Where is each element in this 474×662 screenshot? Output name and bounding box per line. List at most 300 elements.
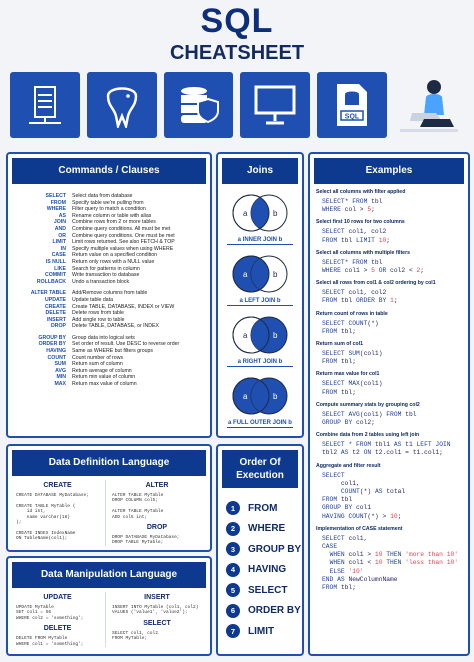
command-description: Delete rows from table	[72, 310, 124, 317]
dml-header: Data Manipulation Language	[12, 562, 206, 588]
command-description: Return only rows with a NULL value	[72, 258, 155, 265]
dml-select-title: SELECT	[143, 619, 171, 627]
command-description: Delete TABLE, DATABASE, or INDEX	[72, 323, 159, 330]
example-description: Select first 10 rows for two columns	[316, 219, 405, 226]
code-token: tbl;	[337, 584, 357, 592]
code-token: ;	[371, 206, 375, 214]
command-description: Select data from database	[72, 193, 133, 199]
code-token: ;	[393, 297, 398, 305]
command-row	[8, 233, 210, 240]
join-label: a FULL OUTER JOIN b	[228, 420, 292, 426]
page-subtitle: CHEATSHEET	[169, 42, 305, 64]
step-label: HAVING	[248, 564, 287, 576]
command-keyword: AVG	[55, 367, 66, 374]
code-token	[322, 559, 330, 566]
command-row	[8, 193, 210, 200]
code-line	[322, 297, 462, 305]
code-token: col1,	[344, 534, 368, 542]
code-token: tbl1	[371, 441, 394, 449]
code-token: (col1)	[359, 410, 387, 418]
code-token: SELECT	[322, 534, 345, 542]
code-line	[322, 206, 462, 214]
ddl-panel	[6, 444, 212, 552]
code-line	[322, 576, 462, 584]
code-token: SELECT	[322, 228, 345, 236]
code-line	[322, 504, 462, 512]
example-code	[316, 441, 462, 457]
command-description: Combine rows from 2 or more tables	[72, 219, 156, 226]
page-title: SQL	[200, 2, 274, 40]
dml-insert-title: INSERT	[144, 594, 170, 601]
code-token: GROUP BY	[322, 419, 353, 427]
join-label: a RIGHT JOIN b	[227, 359, 293, 367]
command-keyword: HAVING	[46, 348, 66, 355]
code-token: (col1)	[359, 350, 383, 358]
command-row	[8, 266, 210, 273]
code-token: FROM	[352, 258, 368, 266]
code-token: ;	[397, 512, 402, 520]
code-token: tbl2	[322, 449, 341, 457]
svg-text:b: b	[273, 209, 278, 218]
code-token	[322, 488, 341, 495]
command-keyword: AND	[54, 225, 66, 232]
code-token: FROM	[356, 441, 372, 449]
step-number: 7	[226, 624, 240, 638]
command-row	[8, 355, 210, 362]
code-token: ORDER BY	[356, 297, 387, 305]
code-token: total	[382, 488, 406, 496]
code-token: tbl	[367, 258, 383, 266]
command-description: Undo a transaction block	[72, 278, 130, 285]
code-token: SUM	[348, 350, 360, 358]
execution-step	[218, 498, 302, 519]
code-token: col2;	[352, 419, 375, 427]
example-description: Combine data from 2 tables using left join	[316, 432, 420, 439]
code-line	[322, 237, 462, 245]
command-row	[8, 226, 210, 233]
command-row	[8, 297, 210, 304]
command-keyword: AS	[58, 212, 66, 219]
example-code	[316, 228, 462, 244]
code-token: SELECT	[322, 441, 345, 449]
code-line	[322, 496, 462, 504]
code-line	[322, 267, 462, 275]
join-label: a INNER JOIN b	[227, 237, 293, 245]
command-keyword: FROM	[50, 199, 66, 206]
server-icon	[10, 72, 80, 138]
step-label: SELECT	[248, 584, 288, 596]
code-token: WHEN	[329, 559, 345, 567]
command-row	[8, 246, 210, 253]
dml-panel	[6, 556, 212, 656]
code-token	[322, 568, 330, 575]
code-token: col1, col2	[344, 289, 387, 297]
step-number: 4	[226, 563, 240, 577]
code-token: 10	[378, 236, 387, 244]
join-venn-icon	[225, 191, 295, 235]
code-line	[322, 513, 462, 521]
command-keyword: UPDATE	[45, 296, 66, 303]
code-line	[322, 328, 462, 336]
example-code	[316, 289, 462, 305]
code-token: SELECT	[322, 410, 345, 418]
command-description: Combine query conditions. One must be met	[72, 232, 175, 239]
code-token: COUNT	[340, 488, 360, 496]
command-row	[8, 206, 210, 213]
monitor-icon	[240, 72, 310, 138]
code-token: HAVING	[322, 512, 345, 520]
ddl-create-col	[10, 480, 106, 546]
code-token: col1,	[322, 479, 360, 487]
code-token: FROM	[322, 388, 338, 396]
code-line	[322, 543, 462, 551]
code-token: tbl	[367, 198, 383, 205]
dml-delete-title: DELETE	[43, 625, 72, 633]
step-number: 3	[226, 542, 240, 556]
code-token: FROM	[352, 198, 368, 205]
command-description: Return min value of column	[72, 374, 136, 381]
code-token: *	[344, 258, 353, 266]
code-token: COUNT	[348, 512, 368, 520]
code-token: LIMIT	[356, 236, 375, 244]
code-token: NewColumnName	[344, 575, 398, 583]
command-description: Write transaction to database	[72, 272, 140, 279]
code-line	[322, 320, 462, 328]
code-line	[322, 535, 462, 543]
example-description: Return sum of col1	[316, 341, 363, 348]
code-line	[322, 559, 462, 567]
postgres-elephant-icon	[87, 72, 157, 138]
examples-list	[310, 189, 468, 592]
command-row	[8, 219, 210, 226]
code-token: tbl;	[337, 358, 357, 366]
example-description: Select all rows from col1 & col2 ordering by col1	[316, 280, 436, 287]
ddl-header: Data Definition Language	[12, 450, 206, 476]
join-item	[218, 191, 302, 245]
command-description: Set order of result. Use DESC to reverse order	[72, 341, 180, 348]
svg-text:b: b	[273, 392, 278, 401]
code-token: col2 <	[386, 267, 417, 275]
command-keyword: DELETE	[45, 310, 66, 317]
code-token: 10	[374, 559, 383, 567]
code-token: MAX	[348, 380, 360, 388]
code-token: END AS	[322, 575, 345, 583]
code-line	[322, 419, 462, 427]
code-token: THEN	[386, 559, 402, 567]
code-token: *	[344, 441, 357, 449]
code-line	[322, 259, 462, 267]
command-row	[8, 348, 210, 355]
code-token: (*)	[367, 319, 379, 327]
command-keyword: GROUP BY	[38, 334, 66, 341]
code-token: col1	[352, 504, 372, 512]
command-description: Specify multiple values when using WHERE	[72, 245, 174, 252]
code-token: FROM	[322, 236, 338, 244]
command-keyword: COMMIT	[44, 272, 66, 279]
code-token: LEFT JOIN	[416, 441, 451, 449]
code-line	[322, 480, 462, 488]
dml-update-code: UPDATE MyTable SET col1 = 56 WHERE col2 = 'something';	[16, 605, 84, 621]
join-label: a LEFT JOIN b	[227, 298, 293, 306]
step-label: WHERE	[248, 523, 286, 535]
code-token: 5	[371, 267, 375, 275]
order-header: Order Of Execution	[222, 450, 298, 488]
command-description: Filter query to match a condition	[72, 206, 146, 213]
commands-header: Commands / Clauses	[12, 158, 206, 184]
command-row	[8, 304, 210, 311]
command-description: Return sum of column	[72, 361, 123, 368]
ddl-alter-code: ALTER TABLE MyTable DROP COLUMN col5; ALTER TABLE MyTable ADD col5 int;	[112, 493, 164, 520]
example-code	[316, 320, 462, 336]
code-line	[322, 358, 462, 366]
command-keyword: IS NULL	[45, 258, 66, 265]
command-row	[8, 252, 210, 259]
code-token: t1	[401, 441, 417, 449]
example-code	[316, 535, 462, 592]
code-token: tbl	[337, 236, 357, 244]
example-description: Compute summary stats by grouping col2	[316, 401, 420, 408]
command-keyword: MIN	[56, 374, 66, 381]
command-keyword: IN	[60, 245, 66, 252]
command-row	[8, 259, 210, 266]
code-token: FROM	[322, 584, 338, 592]
code-token: 'more than 10'	[405, 551, 459, 559]
code-token: 2	[416, 267, 421, 275]
code-token: col1 >	[344, 551, 375, 559]
example-code	[316, 380, 462, 396]
code-token: SELECT	[322, 350, 345, 358]
dml-delete-code: DELETE FROM MyTable WHERE col1 = 'something';	[16, 636, 84, 647]
command-keyword: JOIN	[53, 219, 66, 226]
example-description: Select all columns with filter applied	[316, 189, 406, 195]
sql-badge-text: SQL	[345, 113, 360, 121]
code-token: col >	[340, 206, 368, 214]
step-number: 5	[226, 583, 240, 597]
ddl-alter-title: ALTER	[145, 482, 169, 489]
code-line	[322, 441, 462, 449]
commands-list	[8, 188, 210, 388]
join-item	[218, 374, 302, 428]
example-description: Implementation of CASE statement	[316, 525, 403, 532]
code-token: THEN	[386, 551, 402, 559]
svg-text:b: b	[273, 270, 278, 279]
command-description: Update table data	[72, 296, 113, 303]
svg-text:a: a	[243, 270, 248, 279]
icon-strip	[10, 72, 464, 138]
ddl-drop-title: DROP	[146, 524, 168, 532]
command-keyword: INSERT	[46, 316, 66, 323]
code-line	[322, 488, 462, 496]
execution-step	[218, 560, 302, 581]
example-code	[316, 350, 462, 366]
code-token: tbl;	[337, 327, 357, 335]
code-token: COUNT	[348, 319, 368, 327]
code-token: *	[344, 198, 353, 205]
examples-header: Examples	[314, 158, 464, 184]
code-line	[322, 350, 462, 358]
code-token: 1	[390, 297, 394, 305]
step-label: LIMIT	[248, 625, 275, 637]
command-description: Search for patterns in column	[72, 265, 140, 272]
example-code	[316, 472, 462, 521]
code-token: tbl	[401, 410, 417, 418]
code-token: FROM	[322, 496, 338, 504]
order-list	[218, 492, 302, 642]
example-description: Aggregate and filter result	[316, 462, 381, 469]
sql-file-icon	[317, 72, 387, 138]
code-token: CASE	[322, 543, 338, 551]
code-token: ELSE	[329, 567, 345, 575]
command-row	[8, 213, 210, 220]
example-code	[316, 411, 462, 427]
code-token: (*) >	[367, 512, 391, 520]
command-row	[8, 272, 210, 279]
code-token: SELECT	[322, 471, 345, 479]
command-keyword: SELECT	[45, 193, 66, 199]
code-line	[322, 198, 462, 206]
ddl-create-title: CREATE	[43, 482, 72, 489]
command-keyword: LIKE	[54, 265, 66, 272]
command-row	[8, 374, 210, 381]
step-label: FROM	[248, 502, 278, 514]
code-line	[322, 584, 462, 592]
command-description: Return value on a specified condition	[72, 252, 158, 259]
code-token: FROM	[386, 410, 402, 418]
command-keyword: ROLLBACK	[36, 278, 66, 285]
example-code	[316, 198, 462, 214]
code-token: ON	[363, 449, 372, 457]
person-laptop-icon	[394, 72, 464, 138]
execution-step	[218, 580, 302, 601]
execution-step	[218, 601, 302, 622]
command-keyword: LIMIT	[52, 239, 66, 246]
command-keyword: OR	[58, 232, 66, 239]
code-token: '10'	[348, 567, 364, 575]
examples-panel	[308, 152, 470, 656]
svg-text:a: a	[243, 209, 248, 218]
command-row	[8, 279, 210, 286]
code-token: FROM	[322, 327, 338, 335]
command-row	[8, 335, 210, 342]
code-token: t2	[348, 449, 364, 457]
code-token: col1 >	[340, 267, 372, 275]
code-token	[322, 551, 330, 558]
command-row	[8, 317, 210, 324]
dml-update-title: UPDATE	[43, 594, 72, 601]
command-keyword: MAX	[54, 381, 66, 388]
code-line	[322, 449, 462, 457]
join-venn-icon	[225, 252, 295, 296]
code-token: GROUP BY	[322, 504, 353, 512]
command-description: Specify table we're pulling from	[72, 199, 144, 206]
command-row	[8, 368, 210, 375]
code-token: WHERE	[322, 267, 341, 275]
command-description: Rename column or table with alias	[72, 212, 152, 219]
command-description: Combine query conditions. All must be met	[72, 225, 171, 232]
code-token: WHEN	[329, 551, 345, 559]
order-panel	[216, 444, 304, 656]
joins-panel	[216, 152, 304, 438]
command-description: Add/Remove columns from table	[72, 290, 148, 297]
join-venn-icon	[225, 313, 295, 357]
code-token: OR	[378, 267, 387, 275]
code-token: 5	[367, 206, 372, 214]
code-token: WHERE	[322, 206, 341, 214]
command-row	[8, 341, 210, 348]
commands-panel	[6, 152, 212, 438]
code-token: ;	[420, 267, 425, 275]
command-keyword: ALTER TABLE	[30, 290, 66, 297]
code-token: col1, col2	[344, 228, 387, 236]
command-row	[8, 381, 210, 388]
code-token: SELECT	[322, 289, 345, 297]
command-description: Count number of rows	[72, 354, 124, 361]
code-token: 'less than 10'	[405, 559, 459, 567]
code-line	[322, 389, 462, 397]
code-line	[322, 289, 462, 297]
code-token: col1 <	[344, 559, 375, 567]
command-keyword: CASE	[51, 252, 66, 259]
command-row	[8, 310, 210, 317]
code-token: SELECT	[322, 198, 345, 205]
command-keyword: SUM	[54, 361, 66, 368]
command-row	[8, 239, 210, 246]
code-token: 10	[390, 512, 398, 520]
code-token: AS	[340, 449, 349, 457]
command-row	[8, 200, 210, 207]
joins-header: Joins	[222, 158, 298, 184]
code-token: t2.col1 = t1.col1;	[371, 449, 443, 457]
step-number: 2	[226, 522, 240, 536]
code-token: tbl	[337, 297, 357, 305]
code-token: tbl	[337, 496, 353, 504]
command-description: Create TABLE, DATABASE, INDEX or VIEW	[72, 303, 175, 310]
database-shield-icon	[164, 72, 234, 138]
step-number: 6	[226, 604, 240, 618]
command-keyword: CREATE	[45, 303, 66, 310]
example-description: Select all columns with multiple filters	[316, 249, 410, 256]
command-row	[8, 361, 210, 368]
command-keyword: ORDER BY	[38, 341, 66, 348]
code-token: tbl;	[337, 388, 357, 396]
code-token: SELECT	[322, 319, 345, 327]
join-item	[218, 313, 302, 367]
execution-step	[218, 519, 302, 540]
code-token: AVG	[348, 410, 360, 418]
code-token: SELECT	[322, 258, 345, 266]
code-line	[322, 380, 462, 388]
command-description: Group data into logical sets	[72, 334, 135, 341]
svg-text:a: a	[243, 331, 248, 340]
command-description: Add single row to table	[72, 316, 125, 323]
code-token: ;	[386, 236, 391, 244]
step-number: 1	[226, 501, 240, 515]
command-row	[8, 290, 210, 297]
step-label: GROUP BY	[248, 543, 302, 555]
command-keyword: COUNT	[47, 354, 66, 361]
step-label: ORDER BY	[248, 605, 301, 617]
command-keyword: WHERE	[46, 206, 66, 213]
code-token: AS	[393, 441, 402, 449]
code-token: FROM	[322, 358, 338, 366]
svg-text:b: b	[273, 331, 278, 340]
example-description: Return max value for col1	[316, 371, 380, 378]
command-description: Return max value of column	[72, 381, 137, 388]
code-token: 10	[374, 551, 383, 559]
code-token: (col1)	[359, 380, 383, 388]
ddl-alter-col	[106, 480, 208, 546]
command-description: Same as WHERE but filters groups	[72, 348, 154, 355]
